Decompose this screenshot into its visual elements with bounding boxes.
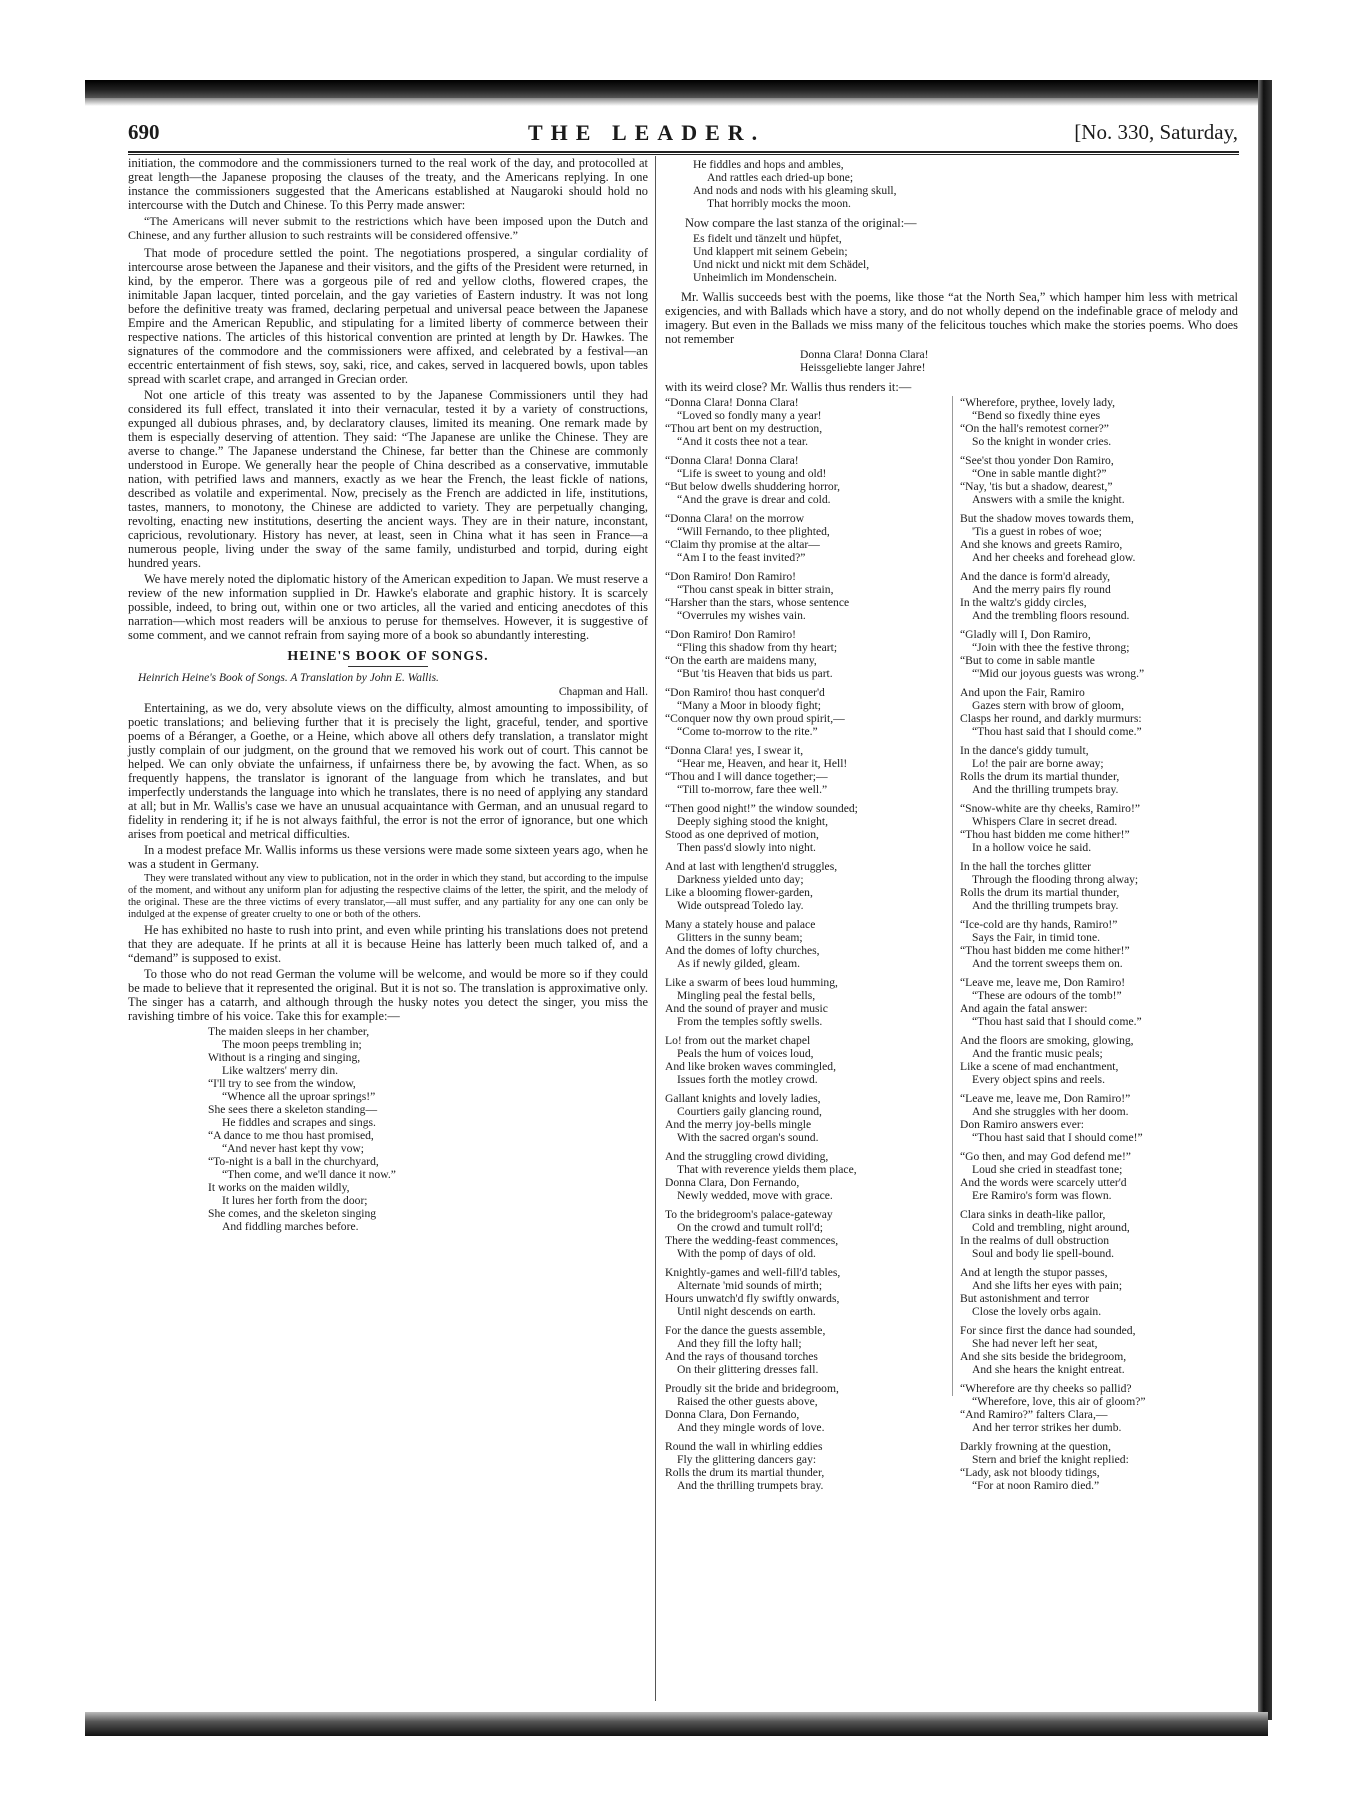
- poem-line: And they fill the lofty hall;: [677, 1337, 802, 1350]
- stanza: [665, 396, 943, 448]
- stanza: [960, 976, 1238, 1028]
- stanza: [665, 976, 943, 1028]
- poem-line: 'Tis a guest in robes of woe;: [972, 525, 1102, 538]
- ballad-column-left: [665, 396, 943, 1498]
- poem-line: In the waltz's giddy circles,: [960, 596, 1087, 609]
- poem-line: And the merry joy-bells mingle: [665, 1118, 812, 1131]
- poem-line: Through the flooding throng alway;: [972, 873, 1139, 886]
- poem-line: Clasps her round, and darkly murmurs:: [960, 712, 1142, 725]
- poem-line: Heissgeliebte langer Jahre!: [800, 361, 926, 374]
- column-right: [665, 156, 1238, 1492]
- stanza: [960, 1440, 1238, 1492]
- paragraph: He has exhibited no haste to rush into print, and even while printing his translations does not pretend that they are adequate. If he prints at all it is because Heine has latterly been much talked of, and a “demand” is supposed to exist.: [128, 923, 648, 965]
- poem-line: But astonishment and terror: [960, 1292, 1090, 1305]
- paragraph: In a modest preface Mr. Wallis informs us these versions were made some sixteen years ago, when he was a student in Germany.: [128, 843, 648, 871]
- poem-line: The moon peeps trembling in;: [222, 1038, 362, 1051]
- poem-line: “Will Fernando, to thee plighted,: [677, 525, 830, 538]
- stanza: [665, 1266, 943, 1318]
- poem-line: Darkness yielded unto day;: [677, 873, 804, 886]
- poem-line: “But 'tis Heaven that bids us part.: [677, 667, 833, 680]
- poem-line: For since first the dance had sounded,: [960, 1324, 1136, 1337]
- poem-line: Hours unwatch'd fly swiftly onwards,: [665, 1292, 840, 1305]
- poem-line: “Gladly will I, Don Ramiro,: [960, 628, 1091, 641]
- stanza: [960, 512, 1238, 564]
- poem-line: “Whence all the uproar springs!”: [222, 1090, 376, 1103]
- stanza: [960, 1208, 1238, 1260]
- heading-rule: [348, 666, 428, 667]
- poem-line: Clara sinks in death-like pallor,: [960, 1208, 1106, 1221]
- stanza: [665, 1034, 943, 1086]
- poem-line: Gallant knights and lovely ladies,: [665, 1092, 821, 1105]
- poem-line: And the domes of lofty churches,: [665, 944, 820, 957]
- stanza: [960, 918, 1238, 970]
- poem-line: And her terror strikes her dumb.: [972, 1421, 1122, 1434]
- stanza: [960, 1266, 1238, 1318]
- poem-line: “On the hall's remotest corner?”: [960, 422, 1109, 435]
- poem-line: And the words were scarcely utter'd: [960, 1176, 1127, 1189]
- poem-line: Don Ramiro answers ever:: [960, 1118, 1084, 1131]
- poem-line: And she sits beside the bridegroom,: [960, 1350, 1127, 1363]
- poem-line: “Thou hast said that I should come!”: [972, 1131, 1143, 1144]
- poem-line: Darkly frowning at the question,: [960, 1440, 1112, 1453]
- poem-line: “Donna Clara! Donna Clara!: [665, 454, 799, 467]
- poem-line: “Many a Moor in bloody fight;: [677, 699, 821, 712]
- poem-line: “Ice-cold are thy hands, Ramiro!”: [960, 918, 1118, 931]
- poem-line: “Don Ramiro! Don Ramiro!: [665, 628, 797, 641]
- stanza: [960, 1092, 1238, 1144]
- poem-line: And upon the Fair, Ramiro: [960, 686, 1085, 699]
- poem-line: Donna Clara, Don Fernando,: [665, 1408, 800, 1421]
- publisher: Chapman and Hall.: [558, 686, 648, 698]
- scan-edge-top-fade: [85, 98, 1265, 106]
- poem-line: And the dance is form'd already,: [960, 570, 1111, 583]
- poem-line: So the knight in wonder cries.: [972, 435, 1112, 448]
- poem-line: Issues forth the motley crowd.: [677, 1073, 818, 1086]
- poem-line: “Nay, 'tis but a shadow, dearest,”: [960, 480, 1113, 493]
- poem-line: Glitters in the sunny beam;: [677, 931, 803, 944]
- poem-line: Without is a ringing and singing,: [208, 1051, 361, 1064]
- poem-line: “Donna Clara! Donna Clara!: [665, 396, 799, 409]
- german-quote: [800, 348, 1238, 374]
- poem-line: “Harsher than the stars, whose sentence: [665, 596, 850, 609]
- poem-line: Round the wall in whirling eddies: [665, 1440, 823, 1453]
- poem-line: “Overrules my wishes vain.: [677, 609, 806, 622]
- poem-line: In a hollow voice he said.: [972, 841, 1092, 854]
- poem-line: Und nickt und nickt mit dem Schädel,: [693, 258, 870, 271]
- poem-line: And they mingle words of love.: [677, 1421, 825, 1434]
- poem-line: “Thou art bent on my destruction,: [665, 422, 823, 435]
- poem-line: “And Ramiro?” falters Clara,—: [960, 1408, 1108, 1421]
- ballad-translation: [665, 396, 1238, 1492]
- paragraph: with its weird close? Mr. Wallis thus renders it:—: [665, 380, 912, 394]
- poem-line: From the temples softly swells.: [677, 1015, 823, 1028]
- poem-line: “Loved so fondly many a year!: [677, 409, 822, 422]
- poem-line: “Come to-morrow to the rite.”: [677, 725, 818, 738]
- poem-line: With the sacred organ's sound.: [677, 1131, 819, 1144]
- paragraph: That mode of procedure settled the point. The negotiations prospered, a singular cordiality of intercourse arose between the Japanese and their visitors, and the gifts of the President were returned, in kind, by the emperor. There was a gorgeous pile of red and yellow cloths, flowered crapes, the inimitable Japan lacquer, tinted porcelain, and the gay varieties of Eastern industry. It was not long before the definitive treaty was framed, declaring perpetual and universal peace between the Japanese Empire and the American Republic, and stipulating for a limited liberty of commerce between their respective nations. The articles of this historical convention are printed at length by Dr. Hawkes. The signatures of the commodore and the commissioners were affixed, and celebrated by a festival—an eccentric entertainment of fish stews, soy, saki, rice, and cakes, served in lacquered bowls, upon tables spread with scarlet crape, and arranged in Grecian order.: [128, 246, 648, 386]
- poem-line: The maiden sleeps in her chamber,: [208, 1025, 370, 1038]
- poem-line: Stern and brief the knight replied:: [972, 1453, 1129, 1466]
- poem-line: Courtiers gaily glancing round,: [677, 1105, 822, 1118]
- poem-line: Until night descends on earth.: [677, 1305, 816, 1318]
- poem-line: Lo! from out the market chapel: [665, 1034, 811, 1047]
- poem-line: And like broken waves commingled,: [665, 1060, 836, 1073]
- poem-line: And the trembling floors resound.: [972, 609, 1130, 622]
- poem-line: As if newly gilded, gleam.: [677, 957, 800, 970]
- poem-line: And at length the stupor passes,: [960, 1266, 1108, 1279]
- poem-line: With the pomp of days of old.: [677, 1247, 816, 1260]
- poem-line: She sees there a skeleton standing—: [208, 1103, 378, 1116]
- poem-line: And again the fatal answer:: [960, 1002, 1088, 1015]
- poem-line: It works on the maiden wildly,: [208, 1181, 350, 1194]
- poem-line: She comes, and the skeleton singing: [208, 1207, 377, 1220]
- block-quote: “The Americans will never submit to the restrictions which have been imposed upon the Dutch and Chinese, and any further allusion to such restraints will be considered offensive.”: [128, 214, 648, 242]
- poem-line: And her cheeks and forehead glow.: [972, 551, 1136, 564]
- stanza: [960, 628, 1238, 680]
- poem-line: Gazes stern with brow of gloom,: [972, 699, 1124, 712]
- stanza: [665, 744, 943, 796]
- poem-line: Lo! the pair are borne away;: [972, 757, 1104, 770]
- poem-line: Cold and trembling, night around,: [972, 1221, 1130, 1234]
- poem-line: Rolls the drum its martial thunder,: [960, 886, 1120, 899]
- poem-line: “Thou hast said that I should come.”: [972, 725, 1142, 738]
- poem-line: Fly the glittering dancers gay:: [677, 1453, 817, 1466]
- poem-line: Mingling peal the festal bells,: [677, 989, 816, 1002]
- poem-line: “Donna Clara! on the morrow: [665, 512, 805, 525]
- poem-line: Knightly-games and well-fill'd tables,: [665, 1266, 841, 1279]
- poem-line: Deeply sighing stood the knight,: [677, 815, 829, 828]
- stanza: [665, 918, 943, 970]
- poem-line: Donna Clara! Donna Clara!: [800, 348, 929, 361]
- poem-line: Says the Fair, in timid tone.: [972, 931, 1101, 944]
- poem-line: And at last with lengthen'd struggles,: [665, 860, 838, 873]
- poem-line: “And the grave is drear and cold.: [677, 493, 831, 506]
- poem-line: For the dance the guests assemble,: [665, 1324, 826, 1337]
- paragraph: We have merely noted the diplomatic history of the American expedition to Japan. We must reserve a review of the new information supplied in Dr. Hawke's elaborate and graphic history. It is scarcely possible, indeed, to bring out, within one or two articles, all the varied and enticing anecdotes of this narration—which most readers will be anxious to peruse for themselves. However, it is suggestive of some comment, and we cannot refrain from saying more of a book so abundantly interesting.: [128, 572, 648, 642]
- poem-line: “One in sable mantle dight?”: [972, 467, 1107, 480]
- poem-line: Newly wedded, move with grace.: [677, 1189, 833, 1202]
- stanza: [960, 1150, 1238, 1202]
- page-header: [128, 120, 1238, 150]
- poem-line: “Don Ramiro! thou hast conquer'd: [665, 686, 825, 699]
- poem-line: “Hear me, Heaven, and hear it, Hell!: [677, 757, 848, 770]
- poem-line: Rolls the drum its martial thunder,: [960, 770, 1120, 783]
- poem-line: Donna Clara, Don Fernando,: [665, 1176, 800, 1189]
- german-original: [693, 232, 1238, 284]
- poem-line: Proudly sit the bride and bridegroom,: [665, 1382, 839, 1395]
- poem-line: Many a stately house and palace: [665, 918, 816, 931]
- poem-line: Und klappert mit seinem Gebein;: [693, 245, 848, 258]
- paragraph: initiation, the commodore and the commissioners turned to the real work of the day, and protocolled at great length—the Japanese proposing the clauses of the treaty, and the Americans replying. In one instance the commissioners suggested that the Americans established at Naugaroki should hold no intercourse with the Dutch and Chinese. To this Perry made answer:: [128, 156, 648, 212]
- poem-line: “But below dwells shuddering horror,: [665, 480, 841, 493]
- poem-line: “Snow-white are thy cheeks, Ramiro!”: [960, 802, 1140, 815]
- poem-line: “Lady, ask not bloody tidings,: [960, 1466, 1100, 1479]
- poem-line: “Wherefore, prythee, lovely lady,: [960, 396, 1116, 409]
- poem-line: “Thou and I will dance together;—: [665, 770, 828, 783]
- paragraph: Now compare the last stanza of the original:—: [685, 216, 917, 230]
- column-divider: [655, 156, 656, 1701]
- poem-line: To the bridegroom's palace-gateway: [665, 1208, 833, 1221]
- poem-line: “Wherefore, love, this air of gloom?”: [972, 1395, 1146, 1408]
- poem-line: He fiddles and hops and ambles,: [693, 158, 844, 171]
- poem-excerpt-end: [693, 158, 1238, 210]
- poem-line: “Wherefore are thy cheeks so pallid?: [960, 1382, 1132, 1395]
- poem-line: “To-night is a ball in the churchyard,: [208, 1155, 379, 1168]
- stanza: [665, 802, 943, 854]
- stanza: [665, 512, 943, 564]
- paragraph: To those who do not read German the volume will be welcome, and would be more so if they could be made to believe that it represented the original. But it is not so. The translation is approximative only. The singer has a catarrh, and although through the husky notes you detect the singer, you miss the ravishing timbre of his voice. Take this for example:—: [128, 967, 648, 1023]
- poem-line: In the hall the torches glitter: [960, 860, 1092, 873]
- poem-line: And she struggles with her doom.: [972, 1105, 1129, 1118]
- poem-line: Close the lovely orbs again.: [972, 1305, 1102, 1318]
- stanza: [665, 1208, 943, 1260]
- paragraph: Mr. Wallis succeeds best with the poems, like those “at the North Sea,” which hamper him less with metrical exigencies, and with Ballads which have a story, and do not wholly depend on the indefinable grace of melody and imagery. But even in the Ballads we miss many of the felicitous touches which make the stories poems. Who does not remember: [665, 290, 1238, 346]
- paragraph: Not one article of this treaty was assented to by the Japanese Commissioners until they had considered its full effect, translated it into their vernacular, tested it by a variety of constructions, expunged all dubious phrases, and, by declaratory clauses, limited its meaning. One remark made by them is especially deserving of attention. They said: “The Japanese are unlike the Chinese. They are averse to change.” The Japanese understand the Chinese, far better than the Chinese are commonly understood in Europe. We generally hear the people of China described as a conservative, immutable nation, with petrified laws and manners, exactly as we hear the French, the least fickle of nations, described as volatile and experimental. Now, precisely as the French are addicted in life, institutions, tastes, manners, to monotony, the Chinese are addicted to variety. They are perpetually changing, revolting, enacting new institutions, deserting the ancient ways. They are in their nature, inconstant, capricious, revolutionary. History has never, at least, seen in China what it has seen in France—a numerous people, living under the sway of the same family, undisturbed and torpid, during eight hundred years.: [128, 388, 648, 570]
- stanza: [665, 860, 943, 912]
- stanza: [665, 1440, 943, 1492]
- stanza: [665, 1382, 943, 1434]
- stanza: [665, 686, 943, 738]
- poem-line: “And it costs thee not a tear.: [677, 435, 809, 448]
- poem-line: Unheimlich im Mondenschein.: [693, 271, 837, 284]
- stanza: [665, 1324, 943, 1376]
- poem-line: “Don Ramiro! Don Ramiro!: [665, 570, 797, 583]
- poem-line: “'Mid our joyous guests was wrong.”: [972, 667, 1145, 680]
- poem-line: “Then good night!” the window sounded;: [665, 802, 858, 815]
- poem-line: Wide outspread Toledo lay.: [677, 899, 804, 912]
- poem-line: But the shadow moves towards them,: [960, 512, 1134, 525]
- poem-excerpt: [208, 1025, 648, 1233]
- preface-extract: They were translated without any view to publication, not in the order in which they stand, but according to the impulse of the moment, and without any uniform plan for adjusting the respective claims of the letter, the spirit, and the melody of the original. These are the three victims of every translator,—all must suffer, and any partiality for any one can only be indulged at the expense of greater cruelty to one or both of the others.: [128, 873, 648, 920]
- poem-line: Rolls the drum its martial thunder,: [665, 1466, 825, 1479]
- poem-line: “Then come, and we'll dance it now.”: [222, 1168, 396, 1181]
- stanza: [960, 454, 1238, 506]
- stanza: [665, 1150, 943, 1202]
- stanza: [960, 686, 1238, 738]
- poem-line: Like a blooming flower-garden,: [665, 886, 813, 899]
- page-number: 690: [128, 120, 160, 144]
- stanza: [960, 860, 1238, 912]
- poem-line: Soul and body lie spell-bound.: [972, 1247, 1115, 1260]
- ballad-column-right: [960, 396, 1238, 1498]
- poem-line: And she hears the knight entreat.: [972, 1363, 1125, 1376]
- poem-line: “These are odours of the tomb!”: [972, 989, 1122, 1002]
- scan-edge-top: [85, 80, 1265, 98]
- masthead: THE LEADER.: [528, 120, 766, 145]
- scan-edge-bottom: [85, 1712, 1268, 1736]
- poem-line: “On the earth are maidens many,: [665, 654, 817, 667]
- poem-line: And she knows and greets Ramiro,: [960, 538, 1123, 551]
- poem-line: Es fidelt und tänzelt und hüpfet,: [693, 232, 842, 245]
- issue-label: [No. 330, Saturday,: [1074, 120, 1238, 144]
- poem-line: There the wedding-feast commences,: [665, 1234, 839, 1247]
- poem-line: Like waltzers' merry din.: [222, 1064, 339, 1077]
- poem-line: And the torrent sweeps them on.: [972, 957, 1123, 970]
- poem-line: “Leave me, leave me, Don Ramiro!”: [960, 1092, 1131, 1105]
- poem-line: Every object spins and reels.: [972, 1073, 1105, 1086]
- poem-line: “Life is sweet to young and old!: [677, 467, 827, 480]
- article-heading: HEINE'S BOOK OF SONGS.: [287, 649, 489, 664]
- poem-line: “A dance to me thou hast promised,: [208, 1129, 374, 1142]
- ballad-divider: [952, 396, 953, 1396]
- stanza: [665, 628, 943, 680]
- poem-line: “See'st thou yonder Don Ramiro,: [960, 454, 1114, 467]
- poem-line: Peals the hum of voices loud,: [677, 1047, 814, 1060]
- poem-line: And rattles each dried-up bone;: [707, 171, 854, 184]
- poem-line: Then pass'd slowly into night.: [677, 841, 816, 854]
- poem-line: “Leave me, leave me, Don Ramiro!: [960, 976, 1126, 989]
- poem-line: And fiddling marches before.: [222, 1220, 359, 1233]
- poem-line: On the crowd and tumult roll'd;: [677, 1221, 824, 1234]
- poem-line: Stood as one deprived of motion,: [665, 828, 819, 841]
- poem-line: “Join with thee the festive throng;: [972, 641, 1130, 654]
- stanza: [665, 454, 943, 506]
- poem-line: “Conquer now thy own proud spirit,—: [665, 712, 845, 725]
- poem-line: And the thrilling trumpets bray.: [972, 899, 1119, 912]
- stanza: [960, 1382, 1238, 1434]
- poem-line: Alternate 'mid sounds of mirth;: [677, 1279, 823, 1292]
- poem-line: “Thou hast bidden me come hither!”: [960, 944, 1130, 957]
- column-left: [128, 156, 648, 1239]
- poem-line: Ere Ramiro's form was flown.: [972, 1189, 1112, 1202]
- poem-line: “For at noon Ramiro died.”: [972, 1479, 1100, 1492]
- poem-line: “Till to-morrow, fare thee well.”: [677, 783, 828, 796]
- poem-line: He fiddles and scrapes and sings.: [222, 1116, 376, 1129]
- poem-line: Like a swarm of bees loud humming,: [665, 976, 838, 989]
- poem-line: On their glittering dresses fall.: [677, 1363, 819, 1376]
- poem-line: “I'll try to see from the window,: [208, 1077, 356, 1090]
- poem-line: And the frantic music peals;: [972, 1047, 1103, 1060]
- stanza: [960, 396, 1238, 448]
- header-rule: [128, 151, 1239, 155]
- poem-line: And the merry pairs fly round: [972, 583, 1111, 596]
- poem-line: “Donna Clara! yes, I swear it,: [665, 744, 804, 757]
- stanza: [960, 802, 1238, 854]
- poem-line: “And never hast kept thy vow;: [222, 1142, 364, 1155]
- poem-line: Raised the other guests above,: [677, 1395, 818, 1408]
- stanza: [665, 570, 943, 622]
- poem-line: In the realms of dull obstruction: [960, 1234, 1110, 1247]
- poem-line: “Claim thy promise at the altar—: [665, 538, 820, 551]
- stanza: [960, 1034, 1238, 1086]
- poem-line: That with reverence yields them place,: [677, 1163, 857, 1176]
- poem-line: And the sound of prayer and music: [665, 1002, 828, 1015]
- poem-line: Answers with a smile the knight.: [972, 493, 1125, 506]
- stanza: [960, 1324, 1238, 1376]
- book-citation: Heinrich Heine's Book of Songs. A Translation by John E. Wallis.: [138, 672, 439, 684]
- poem-line: And the floors are smoking, glowing,: [960, 1034, 1134, 1047]
- scan-edge-right: [1258, 80, 1272, 1720]
- poem-line: Whispers Clare in secret dread.: [972, 815, 1118, 828]
- poem-line: And the thrilling trumpets bray.: [972, 783, 1119, 796]
- poem-line: “But to come in sable mantle: [960, 654, 1095, 667]
- poem-line: “Thou canst speak in bitter strain,: [677, 583, 834, 596]
- stanza: [665, 1092, 943, 1144]
- poem-line: And the thrilling trumpets bray.: [677, 1479, 824, 1492]
- poem-line: She had never left her seat,: [972, 1337, 1098, 1350]
- poem-line: And nods and nods with his gleaming skull,: [693, 184, 897, 197]
- poem-line: Like a scene of mad enchantment,: [960, 1060, 1119, 1073]
- stanza: [960, 570, 1238, 622]
- poem-line: And the struggling crowd dividing,: [665, 1150, 829, 1163]
- poem-line: “Go then, and may God defend me!”: [960, 1150, 1131, 1163]
- poem-line: And she lifts her eyes with pain;: [972, 1279, 1123, 1292]
- poem-line: That horribly mocks the moon.: [707, 197, 851, 210]
- poem-line: “Thou hast said that I should come.”: [972, 1015, 1142, 1028]
- paragraph: Entertaining, as we do, very absolute views on the difficulty, almost amounting to impossibility, of poetic translations; and believing further that it is precisely the light, graceful, tender, and sportive poems of a Béranger, a Goethe, or a Heine, which above all others defy translation, a translator might justly complain of our judgment, on the ground that we removed his work out of court. This cannot be helped. We can only obviate the unfairness, if unfairness there be, by avowing the fact. When, as so frequently happens, the translator is ignorant of the language from which he translates, and but imperfectly understands the language into which he translates, there is no need of applying any standard at all; but in Mr. Wallis's case we have an unusual acquaintance with German, and an unusual regard to fidelity in rendering it; if he is not always faithful, the error is not the error of ignorance, but one which arises from poetical and metrical difficulties.: [128, 701, 648, 841]
- poem-line: In the dance's giddy tumult,: [960, 744, 1089, 757]
- poem-line: “Fling this shadow from thy heart;: [677, 641, 838, 654]
- poem-line: “Bend so fixedly thine eyes: [972, 409, 1101, 422]
- poem-line: “Thou hast bidden me come hither!”: [960, 828, 1130, 841]
- poem-line: It lures her forth from the door;: [222, 1194, 368, 1207]
- stanza: [960, 744, 1238, 796]
- poem-line: And the rays of thousand torches: [665, 1350, 818, 1363]
- poem-line: “Am I to the feast invited?”: [677, 551, 806, 564]
- poem-line: Loud she cried in steadfast tone;: [972, 1163, 1123, 1176]
